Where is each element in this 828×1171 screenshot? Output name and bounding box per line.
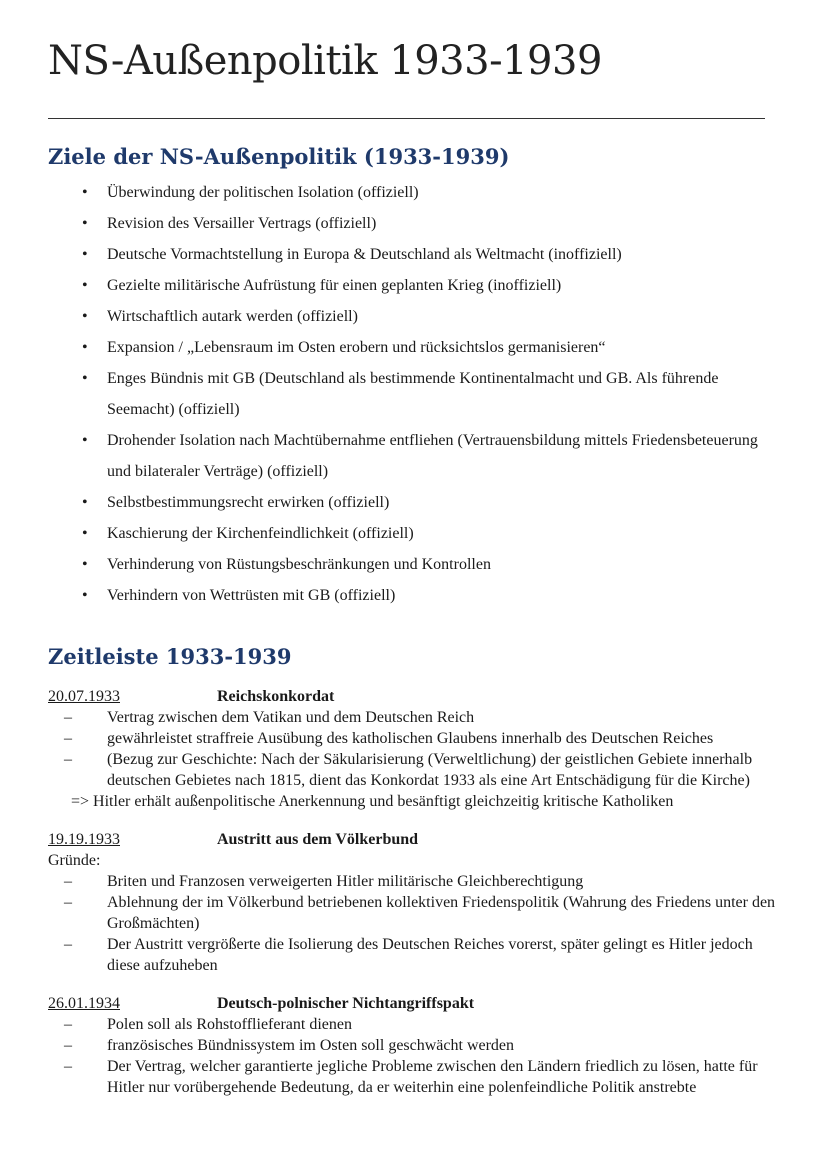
event-point (48, 1014, 788, 1035)
event-point-text: Polen soll als Rohstofflieferant dienen (107, 1016, 352, 1033)
goals-list (48, 177, 768, 611)
dash-icon: – (64, 1016, 72, 1033)
event-point-text: Der Austritt vergrößerte die Isolierung des Deutschen Reiches vorerst, später gelingt es Hitler jedoch diese aufzuheben (107, 936, 753, 974)
goal-text: Drohender Isolation nach Machtübernahme entfliehen (Vertrauensbildung mittels Friedensbeteuerung und bilateraler Verträge) (offiziell) (107, 432, 758, 480)
event-date: 20.07.1933 (48, 688, 120, 705)
goal-item (48, 332, 768, 363)
page-title: NS-Außenpolitik 1933-1939 (48, 38, 602, 84)
event-point (48, 934, 788, 976)
event-point-text: (Bezug zur Geschichte: Nach der Säkularisierung (Verweltlichung) der geistlichen Gebiete innerhalb deutschen Gebietes nach 1815, dient das Konkordat 1933 als eine Art Entschädigung für die Kirche) (107, 751, 753, 789)
bullet-icon: • (82, 432, 88, 449)
bullet-icon: • (82, 215, 88, 232)
goal-item (48, 177, 768, 208)
goal-text: Verhindern von Wettrüsten mit GB (offiziell) (107, 587, 396, 604)
event-intro: Gründe: (48, 852, 101, 869)
bullet-icon: • (82, 246, 88, 263)
goals-heading: Ziele der NS-Außenpolitik (1933-1939) (48, 144, 510, 169)
event-title: Reichskonkordat (217, 688, 335, 705)
event-point (48, 728, 788, 749)
event-date: 19.19.1933 (48, 831, 120, 848)
bullet-icon: • (82, 525, 88, 542)
timeline (48, 686, 788, 1115)
dash-icon: – (64, 894, 72, 911)
bullet-icon: • (82, 277, 88, 294)
goal-item (48, 301, 768, 332)
bullet-icon: • (82, 587, 88, 604)
dash-icon: – (64, 1058, 72, 1075)
timeline-heading: Zeitleiste 1933-1939 (48, 644, 292, 669)
goal-item (48, 580, 768, 611)
event-point (48, 1035, 788, 1056)
bullet-icon: • (82, 308, 88, 325)
goal-item (48, 270, 768, 301)
event-point (48, 707, 788, 728)
event-title: Austritt aus dem Völkerbund (217, 831, 419, 848)
timeline-event (48, 686, 788, 812)
timeline-event (48, 993, 788, 1098)
event-title: Deutsch-polnischer Nichtangriffspakt (217, 995, 475, 1012)
goal-text: Expansion / „Lebensraum im Osten erobern und rücksichtslos germanisieren“ (107, 339, 606, 356)
timeline-event (48, 829, 788, 976)
goal-item (48, 549, 768, 580)
event-point-text: französisches Bündnissystem im Osten soll geschwächt werden (107, 1037, 515, 1054)
goal-item (48, 487, 768, 518)
event-point-text: gewährleistet straffreie Ausübung des katholischen Glaubens innerhalb des Deutschen Reiches (107, 730, 714, 747)
goal-text: Gezielte militärische Aufrüstung für einen geplanten Krieg (inoffiziell) (107, 277, 562, 294)
bullet-icon: • (82, 556, 88, 573)
goal-item (48, 425, 768, 487)
goal-item (48, 239, 768, 270)
goal-text: Enges Bündnis mit GB (Deutschland als bestimmende Kontinentalmacht und GB. Als führende Seemacht) (offiziell) (107, 370, 719, 418)
event-point (48, 1056, 788, 1098)
event-point (48, 871, 788, 892)
dash-icon: – (64, 873, 72, 890)
title-divider (48, 118, 765, 119)
event-point-text: Briten und Franzosen verweigerten Hitler militärische Gleichberechtigung (107, 873, 584, 890)
bullet-icon: • (82, 184, 88, 201)
event-header (48, 829, 788, 850)
event-point-text: Der Vertrag, welcher garantierte jegliche Probleme zwischen den Ländern friedlich zu lösen, hatte für Hitler nur vorübergehende Bedeutung, da er weiterhin eine polenfeindliche Politik anstrebte (107, 1058, 758, 1096)
goal-item (48, 208, 768, 239)
dash-icon: – (64, 751, 72, 768)
event-point (48, 749, 788, 791)
goal-text: Kaschierung der Kirchenfeindlichkeit (offiziell) (107, 525, 414, 542)
goal-item (48, 518, 768, 549)
event-conclusion: => Hitler erhält außenpolitische Anerkennung und besänftigt gleichzeitig kritische Katholiken (71, 793, 674, 810)
goal-item (48, 363, 768, 425)
event-point (48, 892, 788, 934)
bullet-icon: • (82, 370, 88, 387)
dash-icon: – (64, 1037, 72, 1054)
goal-text: Revision des Versailler Vertrags (offiziell) (107, 215, 377, 232)
event-point-text: Vertrag zwischen dem Vatikan und dem Deutschen Reich (107, 709, 475, 726)
goal-text: Selbstbestimmungsrecht erwirken (offiziell) (107, 494, 390, 511)
event-header (48, 993, 788, 1014)
goal-text: Deutsche Vormachtstellung in Europa & Deutschland als Weltmacht (inoffiziell) (107, 246, 622, 263)
bullet-icon: • (82, 494, 88, 511)
event-date: 26.01.1934 (48, 995, 120, 1012)
goal-text: Verhinderung von Rüstungsbeschränkungen und Kontrollen (107, 556, 491, 573)
goal-text: Wirtschaftlich autark werden (offiziell) (107, 308, 358, 325)
event-point-text: Ablehnung der im Völkerbund betriebenen kollektiven Friedenspolitik (Wahrung des Friedens unter den Großmächten) (107, 894, 776, 932)
dash-icon: – (64, 730, 72, 747)
dash-icon: – (64, 709, 72, 726)
dash-icon: – (64, 936, 72, 953)
event-header (48, 686, 788, 707)
bullet-icon: • (82, 339, 88, 356)
goal-text: Überwindung der politischen Isolation (offiziell) (107, 184, 419, 201)
